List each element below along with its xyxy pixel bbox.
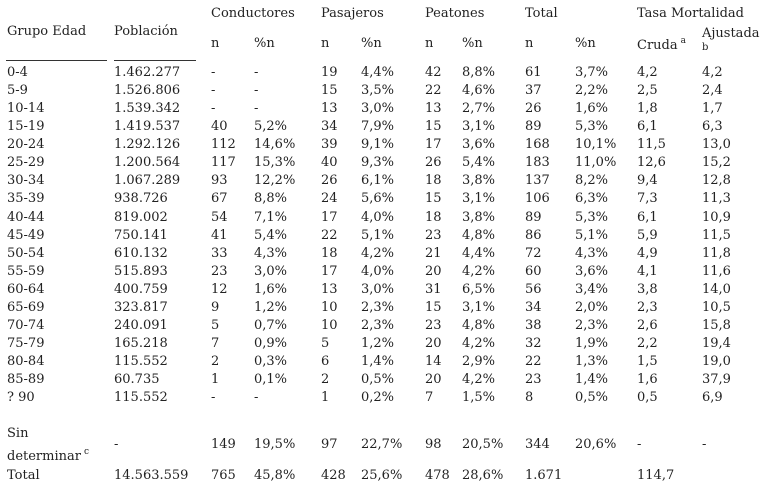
cell-poblacion: 1.539.342 bbox=[114, 101, 181, 116]
sin-determinar-conductores-pct: 19,5% bbox=[254, 437, 296, 452]
cell-total-n: 26 bbox=[525, 101, 542, 116]
cell-grupo-edad: 85-89 bbox=[7, 372, 45, 387]
cell-conductores-pct: 0,7% bbox=[254, 318, 288, 333]
cell-pasajeros-pct: 0,2% bbox=[361, 390, 395, 405]
cell-total-pct: 5,3% bbox=[575, 119, 609, 134]
cell-total-pct: 1,3% bbox=[575, 354, 609, 369]
header-total-n: n bbox=[525, 36, 534, 51]
cell-conductores-pct: 1,2% bbox=[254, 300, 288, 315]
cell-peatones-pct: 2,7% bbox=[462, 101, 496, 116]
cell-peatones-pct: 4,2% bbox=[462, 372, 496, 387]
cell-peatones-pct: 4,6% bbox=[462, 83, 496, 98]
header-rule-poblacion bbox=[114, 60, 196, 61]
cell-conductores-n: - bbox=[211, 390, 216, 405]
cell-peatones-pct: 4,8% bbox=[462, 228, 496, 243]
header-conductores-n: n bbox=[211, 36, 220, 51]
sin-determinar-total-n: 344 bbox=[525, 437, 550, 452]
cell-conductores-n: 23 bbox=[211, 264, 228, 279]
cell-total-pct: 5,1% bbox=[575, 228, 609, 243]
cell-pasajeros-n: 19 bbox=[321, 65, 338, 80]
cell-pasajeros-n: 24 bbox=[321, 191, 338, 206]
cell-tasa-cruda: 12,6 bbox=[637, 155, 666, 170]
cell-peatones-pct: 5,4% bbox=[462, 155, 496, 170]
cell-grupo-edad: 70-74 bbox=[7, 318, 45, 333]
cell-peatones-pct: 3,8% bbox=[462, 173, 496, 188]
cell-conductores-n: 5 bbox=[211, 318, 220, 333]
cell-pasajeros-n: 13 bbox=[321, 101, 338, 116]
cell-conductores-n: 41 bbox=[211, 228, 228, 243]
cell-tasa-cruda: 4,1 bbox=[637, 264, 658, 279]
cell-tasa-ajustada: 10,9 bbox=[702, 210, 731, 225]
cell-tasa-ajustada: 6,9 bbox=[702, 390, 723, 405]
cell-tasa-ajustada: 14,0 bbox=[702, 282, 731, 297]
cell-tasa-cruda: 1,6 bbox=[637, 372, 658, 387]
cell-grupo-edad: 15-19 bbox=[7, 119, 45, 134]
cell-total-n: 168 bbox=[525, 137, 550, 152]
total-pasajeros-pct: 25,6% bbox=[361, 468, 403, 483]
cell-conductores-n: 2 bbox=[211, 354, 220, 369]
cell-conductores-pct: 3,0% bbox=[254, 264, 288, 279]
header-peatones-pct: %n bbox=[462, 36, 483, 51]
cell-total-n: 183 bbox=[525, 155, 550, 170]
cell-peatones-pct: 1,5% bbox=[462, 390, 496, 405]
cell-tasa-cruda: 11,5 bbox=[637, 137, 666, 152]
cell-conductores-n: 67 bbox=[211, 191, 228, 206]
cell-peatones-n: 14 bbox=[425, 354, 442, 369]
cell-peatones-pct: 8,8% bbox=[462, 65, 496, 80]
cell-tasa-ajustada: 15,8 bbox=[702, 318, 731, 333]
cell-peatones-n: 42 bbox=[425, 65, 442, 80]
cell-pasajeros-pct: 3,5% bbox=[361, 83, 395, 98]
cell-total-n: 61 bbox=[525, 65, 542, 80]
cell-poblacion: 60.735 bbox=[114, 372, 160, 387]
cell-pasajeros-pct: 2,3% bbox=[361, 300, 395, 315]
cell-grupo-edad: 5-9 bbox=[7, 83, 28, 98]
cell-pasajeros-pct: 0,5% bbox=[361, 372, 395, 387]
cell-pasajeros-pct: 3,0% bbox=[361, 282, 395, 297]
cell-conductores-pct: - bbox=[254, 65, 259, 80]
cell-peatones-n: 23 bbox=[425, 318, 442, 333]
cell-peatones-n: 7 bbox=[425, 390, 434, 405]
cell-peatones-n: 20 bbox=[425, 336, 442, 351]
cell-pasajeros-n: 18 bbox=[321, 246, 338, 261]
cell-grupo-edad: 10-14 bbox=[7, 101, 45, 116]
cell-poblacion: 323.817 bbox=[114, 300, 168, 315]
cell-peatones-pct: 4,2% bbox=[462, 264, 496, 279]
sin-determinar-poblacion: - bbox=[114, 437, 119, 452]
sin-determinar-label-1: Sin bbox=[7, 426, 29, 441]
cell-tasa-ajustada: 11,3 bbox=[702, 191, 731, 206]
header-conductores-pct: %n bbox=[254, 36, 275, 51]
cell-poblacion: 115.552 bbox=[114, 390, 168, 405]
cell-tasa-cruda: 6,1 bbox=[637, 210, 658, 225]
sin-determinar-tasa-ajustada: - bbox=[702, 437, 707, 452]
cell-peatones-n: 17 bbox=[425, 137, 442, 152]
cell-tasa-cruda: 4,9 bbox=[637, 246, 658, 261]
cell-peatones-pct: 4,8% bbox=[462, 318, 496, 333]
cell-total-pct: 4,3% bbox=[575, 246, 609, 261]
cell-pasajeros-pct: 1,4% bbox=[361, 354, 395, 369]
cell-tasa-ajustada: 11,6 bbox=[702, 264, 731, 279]
cell-peatones-n: 20 bbox=[425, 372, 442, 387]
header-total-pct: %n bbox=[575, 36, 596, 51]
header-grupo-edad: Grupo Edad bbox=[7, 24, 87, 39]
cell-total-n: 22 bbox=[525, 354, 542, 369]
cell-pasajeros-pct: 9,1% bbox=[361, 137, 395, 152]
cell-peatones-pct: 3,8% bbox=[462, 210, 496, 225]
cell-grupo-edad: 0-4 bbox=[7, 65, 28, 80]
cell-tasa-ajustada: 11,8 bbox=[702, 246, 731, 261]
cell-total-n: 137 bbox=[525, 173, 550, 188]
cell-conductores-pct: - bbox=[254, 101, 259, 116]
cell-poblacion: 515.893 bbox=[114, 264, 168, 279]
cell-grupo-edad: 25-29 bbox=[7, 155, 45, 170]
cell-conductores-pct: 4,3% bbox=[254, 246, 288, 261]
cell-tasa-cruda: 3,8 bbox=[637, 282, 658, 297]
cell-poblacion: 240.091 bbox=[114, 318, 168, 333]
cell-conductores-pct: - bbox=[254, 83, 259, 98]
cell-total-pct: 6,3% bbox=[575, 191, 609, 206]
cell-pasajeros-n: 17 bbox=[321, 210, 338, 225]
cell-peatones-n: 18 bbox=[425, 173, 442, 188]
cell-pasajeros-pct: 7,9% bbox=[361, 119, 395, 134]
cell-tasa-cruda: 1,5 bbox=[637, 354, 658, 369]
cell-pasajeros-n: 1 bbox=[321, 390, 330, 405]
cell-grupo-edad: 65-69 bbox=[7, 300, 45, 315]
cell-conductores-pct: 5,2% bbox=[254, 119, 288, 134]
cell-pasajeros-n: 5 bbox=[321, 336, 330, 351]
cell-total-pct: 3,7% bbox=[575, 65, 609, 80]
cell-conductores-pct: 7,1% bbox=[254, 210, 288, 225]
header-peatones-n: n bbox=[425, 36, 434, 51]
cell-grupo-edad: 35-39 bbox=[7, 191, 45, 206]
cell-tasa-ajustada: 19,4 bbox=[702, 336, 731, 351]
total-pasajeros-n: 428 bbox=[321, 468, 346, 483]
cell-grupo-edad: 50-54 bbox=[7, 246, 45, 261]
cell-pasajeros-n: 17 bbox=[321, 264, 338, 279]
cell-pasajeros-n: 2 bbox=[321, 372, 330, 387]
cell-tasa-cruda: 6,1 bbox=[637, 119, 658, 134]
cell-poblacion: 400.759 bbox=[114, 282, 168, 297]
cell-total-pct: 1,4% bbox=[575, 372, 609, 387]
cell-tasa-ajustada: 12,8 bbox=[702, 173, 731, 188]
header-cruda: Cruda $^a$ bbox=[637, 36, 686, 53]
header-peatones: Peatones bbox=[425, 6, 485, 21]
cell-peatones-n: 26 bbox=[425, 155, 442, 170]
cell-tasa-ajustada: 19,0 bbox=[702, 354, 731, 369]
cell-poblacion: 1.526.806 bbox=[114, 83, 181, 98]
cell-pasajeros-n: 10 bbox=[321, 300, 338, 315]
cell-peatones-n: 22 bbox=[425, 83, 442, 98]
cell-grupo-edad: 40-44 bbox=[7, 210, 45, 225]
total-grupo-edad: Total bbox=[7, 468, 40, 483]
cell-peatones-pct: 3,1% bbox=[462, 119, 496, 134]
cell-tasa-ajustada: 2,4 bbox=[702, 83, 723, 98]
cell-poblacion: 1.067.289 bbox=[114, 173, 181, 188]
sin-determinar-pasajeros-n: 97 bbox=[321, 437, 338, 452]
cell-conductores-pct: 8,8% bbox=[254, 191, 288, 206]
total-peatones-pct: 28,6% bbox=[462, 468, 504, 483]
cell-peatones-n: 23 bbox=[425, 228, 442, 243]
cell-peatones-n: 20 bbox=[425, 264, 442, 279]
cell-poblacion: 938.726 bbox=[114, 191, 168, 206]
cell-peatones-pct: 4,4% bbox=[462, 246, 496, 261]
cell-tasa-ajustada: 1,7 bbox=[702, 101, 723, 116]
header-conductores: Conductores bbox=[211, 6, 295, 21]
cell-pasajeros-pct: 2,3% bbox=[361, 318, 395, 333]
cell-total-n: 23 bbox=[525, 372, 542, 387]
header-poblacion: Población bbox=[114, 24, 178, 39]
cell-conductores-n: 1 bbox=[211, 372, 220, 387]
cell-peatones-pct: 6,5% bbox=[462, 282, 496, 297]
header-ajustada-sup: b bbox=[702, 42, 709, 53]
cell-conductores-n: 9 bbox=[211, 300, 220, 315]
cell-pasajeros-n: 15 bbox=[321, 83, 338, 98]
cell-pasajeros-n: 26 bbox=[321, 173, 338, 188]
cell-grupo-edad: 30-34 bbox=[7, 173, 45, 188]
cell-total-pct: 10,1% bbox=[575, 137, 617, 152]
cell-tasa-cruda: 2,5 bbox=[637, 83, 658, 98]
cell-tasa-cruda: 9,4 bbox=[637, 173, 658, 188]
cell-tasa-ajustada: 6,3 bbox=[702, 119, 723, 134]
cell-grupo-edad: ? 90 bbox=[7, 390, 35, 405]
cell-conductores-n: 112 bbox=[211, 137, 236, 152]
cell-conductores-n: 93 bbox=[211, 173, 228, 188]
cell-tasa-cruda: 1,8 bbox=[637, 101, 658, 116]
cell-peatones-n: 31 bbox=[425, 282, 442, 297]
cell-total-n: 60 bbox=[525, 264, 542, 279]
sin-determinar-total-pct: 20,6% bbox=[575, 437, 617, 452]
cell-pasajeros-pct: 5,6% bbox=[361, 191, 395, 206]
cell-total-pct: 1,6% bbox=[575, 101, 609, 116]
header-ajustada: Ajustada bbox=[702, 26, 760, 41]
cell-total-n: 106 bbox=[525, 191, 550, 206]
cell-poblacion: 1.462.277 bbox=[114, 65, 181, 80]
cell-pasajeros-n: 6 bbox=[321, 354, 330, 369]
cell-poblacion: 1.419.537 bbox=[114, 119, 181, 134]
cell-pasajeros-pct: 9,3% bbox=[361, 155, 395, 170]
cell-total-n: 37 bbox=[525, 83, 542, 98]
cell-pasajeros-n: 34 bbox=[321, 119, 338, 134]
cell-tasa-ajustada: 13,0 bbox=[702, 137, 731, 152]
cell-conductores-pct: 15,3% bbox=[254, 155, 296, 170]
cell-peatones-pct: 2,9% bbox=[462, 354, 496, 369]
cell-peatones-n: 15 bbox=[425, 119, 442, 134]
cell-conductores-pct: 0,9% bbox=[254, 336, 288, 351]
cell-grupo-edad: 20-24 bbox=[7, 137, 45, 152]
cell-pasajeros-pct: 4,4% bbox=[361, 65, 395, 80]
header-pasajeros-n: n bbox=[321, 36, 330, 51]
cell-tasa-cruda: 5,9 bbox=[637, 228, 658, 243]
cell-total-pct: 11,0% bbox=[575, 155, 617, 170]
sin-determinar-peatones-n: 98 bbox=[425, 437, 442, 452]
cell-pasajeros-n: 40 bbox=[321, 155, 338, 170]
cell-tasa-cruda: 7,3 bbox=[637, 191, 658, 206]
cell-peatones-n: 13 bbox=[425, 101, 442, 116]
cell-pasajeros-pct: 4,0% bbox=[361, 210, 395, 225]
cell-conductores-n: 33 bbox=[211, 246, 228, 261]
cell-conductores-pct: 5,4% bbox=[254, 228, 288, 243]
cell-total-n: 8 bbox=[525, 390, 534, 405]
cell-conductores-n: - bbox=[211, 101, 216, 116]
cell-tasa-ajustada: 37,9 bbox=[702, 372, 731, 387]
cell-tasa-ajustada: 10,5 bbox=[702, 300, 731, 315]
cell-pasajeros-n: 39 bbox=[321, 137, 338, 152]
sin-determinar-label-2: determinar $^c$ bbox=[7, 447, 90, 464]
cell-pasajeros-n: 13 bbox=[321, 282, 338, 297]
cell-total-n: 89 bbox=[525, 119, 542, 134]
cell-conductores-pct: 1,6% bbox=[254, 282, 288, 297]
cell-poblacion: 610.132 bbox=[114, 246, 168, 261]
cell-pasajeros-pct: 5,1% bbox=[361, 228, 395, 243]
cell-poblacion: 819.002 bbox=[114, 210, 168, 225]
total-tasa-cruda: 114,7 bbox=[637, 468, 675, 483]
total-poblacion: 14.563.559 bbox=[114, 468, 189, 483]
total-conductores-n: 765 bbox=[211, 468, 236, 483]
cell-total-pct: 2,2% bbox=[575, 83, 609, 98]
total-conductores-pct: 45,8% bbox=[254, 468, 296, 483]
sin-determinar-peatones-pct: 20,5% bbox=[462, 437, 504, 452]
cell-conductores-pct: 14,6% bbox=[254, 137, 296, 152]
cell-grupo-edad: 80-84 bbox=[7, 354, 45, 369]
cell-tasa-cruda: 4,2 bbox=[637, 65, 658, 80]
cell-tasa-cruda: 2,3 bbox=[637, 300, 658, 315]
cell-peatones-pct: 3,1% bbox=[462, 191, 496, 206]
cell-total-n: 32 bbox=[525, 336, 542, 351]
cell-peatones-n: 15 bbox=[425, 300, 442, 315]
cell-tasa-cruda: 0,5 bbox=[637, 390, 658, 405]
header-pasajeros-pct: %n bbox=[361, 36, 382, 51]
header-pasajeros: Pasajeros bbox=[321, 6, 384, 21]
cell-peatones-n: 21 bbox=[425, 246, 442, 261]
cell-peatones-n: 18 bbox=[425, 210, 442, 225]
cell-total-n: 72 bbox=[525, 246, 542, 261]
cell-conductores-pct: 12,2% bbox=[254, 173, 296, 188]
cell-total-n: 89 bbox=[525, 210, 542, 225]
cell-poblacion: 1.292.126 bbox=[114, 137, 181, 152]
cell-conductores-n: 7 bbox=[211, 336, 220, 351]
cell-conductores-n: 40 bbox=[211, 119, 228, 134]
cell-poblacion: 165.218 bbox=[114, 336, 168, 351]
cell-total-pct: 2,3% bbox=[575, 318, 609, 333]
cell-total-pct: 3,6% bbox=[575, 264, 609, 279]
cell-peatones-pct: 3,6% bbox=[462, 137, 496, 152]
cell-total-pct: 2,0% bbox=[575, 300, 609, 315]
cell-conductores-n: 12 bbox=[211, 282, 228, 297]
cell-conductores-n: 54 bbox=[211, 210, 228, 225]
cell-conductores-pct: - bbox=[254, 390, 259, 405]
cell-total-pct: 0,5% bbox=[575, 390, 609, 405]
cell-total-n: 38 bbox=[525, 318, 542, 333]
cell-poblacion: 115.552 bbox=[114, 354, 168, 369]
header-rule-grupo bbox=[6, 60, 107, 61]
cell-conductores-pct: 0,3% bbox=[254, 354, 288, 369]
sin-determinar-tasa-cruda: - bbox=[637, 437, 642, 452]
cell-tasa-cruda: 2,6 bbox=[637, 318, 658, 333]
cell-pasajeros-pct: 4,0% bbox=[361, 264, 395, 279]
cell-total-pct: 3,4% bbox=[575, 282, 609, 297]
cell-total-n: 34 bbox=[525, 300, 542, 315]
cell-total-n: 56 bbox=[525, 282, 542, 297]
header-tasa-mortalidad: Tasa Mortalidad bbox=[637, 6, 745, 21]
sin-determinar-conductores-n: 149 bbox=[211, 437, 236, 452]
cell-pasajeros-pct: 1,2% bbox=[361, 336, 395, 351]
cell-total-pct: 1,9% bbox=[575, 336, 609, 351]
cell-pasajeros-n: 22 bbox=[321, 228, 338, 243]
cell-tasa-ajustada: 11,5 bbox=[702, 228, 731, 243]
cell-peatones-pct: 4,2% bbox=[462, 336, 496, 351]
cell-pasajeros-n: 10 bbox=[321, 318, 338, 333]
cell-conductores-n: 117 bbox=[211, 155, 236, 170]
cell-peatones-n: 15 bbox=[425, 191, 442, 206]
cell-tasa-ajustada: 4,2 bbox=[702, 65, 723, 80]
cell-pasajeros-pct: 3,0% bbox=[361, 101, 395, 116]
cell-grupo-edad: 55-59 bbox=[7, 264, 45, 279]
cell-grupo-edad: 75-79 bbox=[7, 336, 45, 351]
total-total-n: 1.671 bbox=[525, 468, 563, 483]
cell-tasa-ajustada: 15,2 bbox=[702, 155, 731, 170]
cell-conductores-n: - bbox=[211, 83, 216, 98]
cell-conductores-pct: 0,1% bbox=[254, 372, 288, 387]
cell-pasajeros-pct: 4,2% bbox=[361, 246, 395, 261]
cell-poblacion: 1.200.564 bbox=[114, 155, 181, 170]
cell-total-n: 86 bbox=[525, 228, 542, 243]
cell-peatones-pct: 3,1% bbox=[462, 300, 496, 315]
cell-grupo-edad: 60-64 bbox=[7, 282, 45, 297]
cell-grupo-edad: 45-49 bbox=[7, 228, 45, 243]
cell-conductores-n: - bbox=[211, 65, 216, 80]
sin-determinar-pasajeros-pct: 22,7% bbox=[361, 437, 403, 452]
cell-total-pct: 5,3% bbox=[575, 210, 609, 225]
cell-poblacion: 750.141 bbox=[114, 228, 168, 243]
cell-pasajeros-pct: 6,1% bbox=[361, 173, 395, 188]
total-peatones-n: 478 bbox=[425, 468, 450, 483]
cell-total-pct: 8,2% bbox=[575, 173, 609, 188]
header-total: Total bbox=[525, 6, 558, 21]
cell-tasa-cruda: 2,2 bbox=[637, 336, 658, 351]
